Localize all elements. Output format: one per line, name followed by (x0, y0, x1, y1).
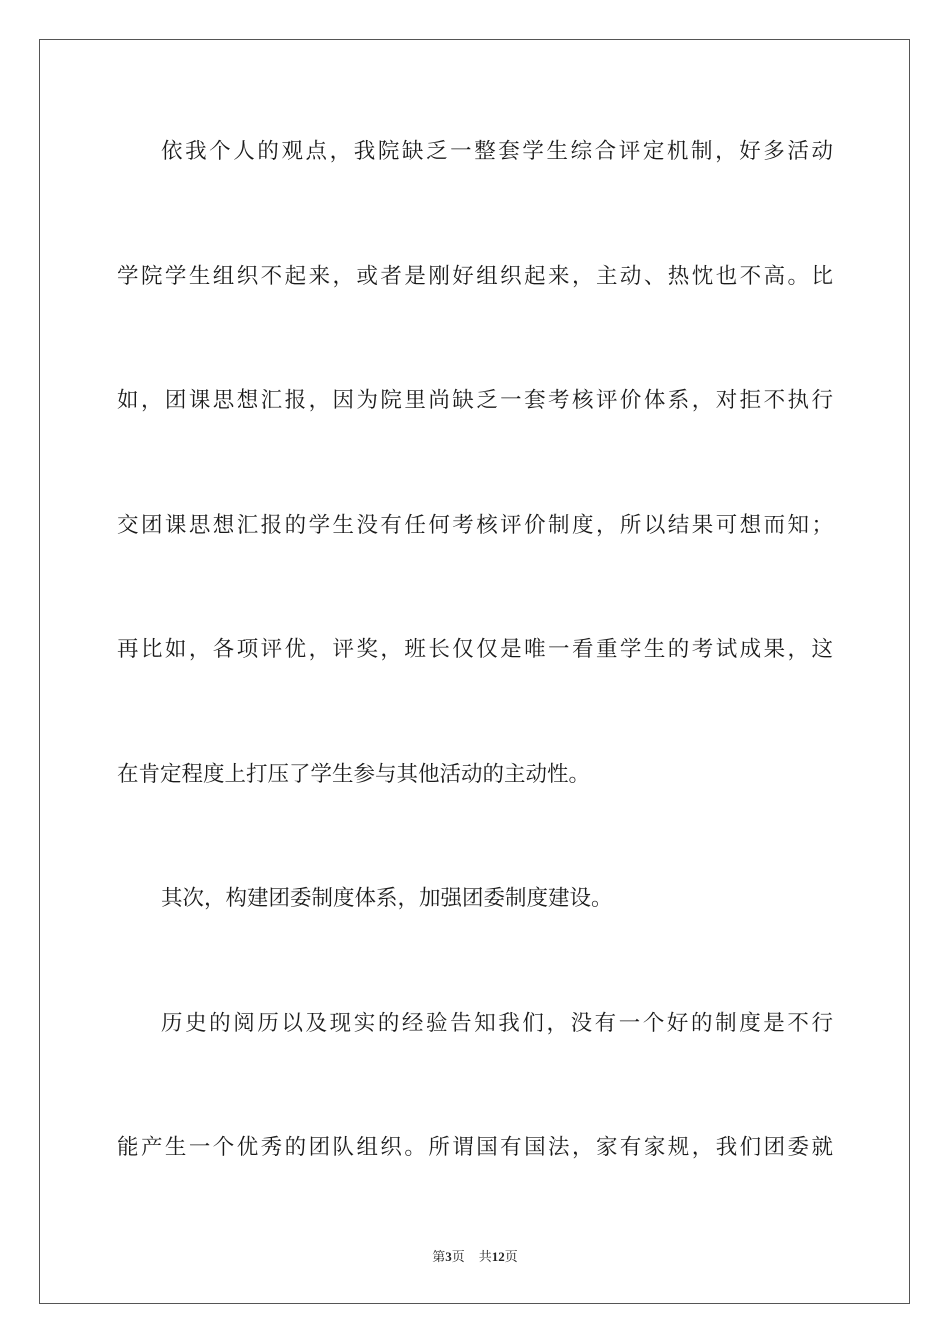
page-footer (0, 1248, 950, 1266)
total-pages: 12 (491, 1249, 505, 1264)
paragraph-1-line-4: 交团课思想汇报的学生没有任何考核评价制度，所以结果可想而知； (117, 513, 833, 538)
paragraph-1-line-2: 学院学生组织不起来，或者是刚好组织起来，主动、热忱也不高。比 (117, 264, 833, 289)
paragraph-1-line-3: 如，团课思想汇报，因为院里尚缺乏一套考核评价体系，对拒不执行 (117, 388, 833, 413)
paragraph-3-line-2: 能产生一个优秀的团队组织。所谓国有国法，家有家规，我们团委就 (117, 1135, 833, 1160)
paragraph-3-line-1: 历史的阅历以及现实的经验告知我们，没有一个好的制度是不行 (161, 1011, 833, 1036)
page-number: 3 (445, 1249, 452, 1264)
paragraph-1-line-5: 再比如，各项评优，评奖，班长仅仅是唯一看重学生的考试成果，这 (117, 637, 833, 662)
total-suffix: 页 (504, 1249, 518, 1264)
page-prefix: 第 (432, 1249, 446, 1264)
paragraph-2-heading: 其次，构建团委制度体系，加强团委制度建设。 (161, 886, 613, 911)
paragraph-1-line-6: 在肯定程度上打压了学生参与其他活动的主动性。 (117, 762, 591, 787)
total-prefix: 共 (478, 1249, 492, 1264)
page-suffix: 页 (451, 1249, 465, 1264)
page-border (39, 39, 910, 1304)
paragraph-1-line-1: 依我个人的观点，我院缺乏一整套学生综合评定机制，好多活动 (161, 139, 833, 164)
